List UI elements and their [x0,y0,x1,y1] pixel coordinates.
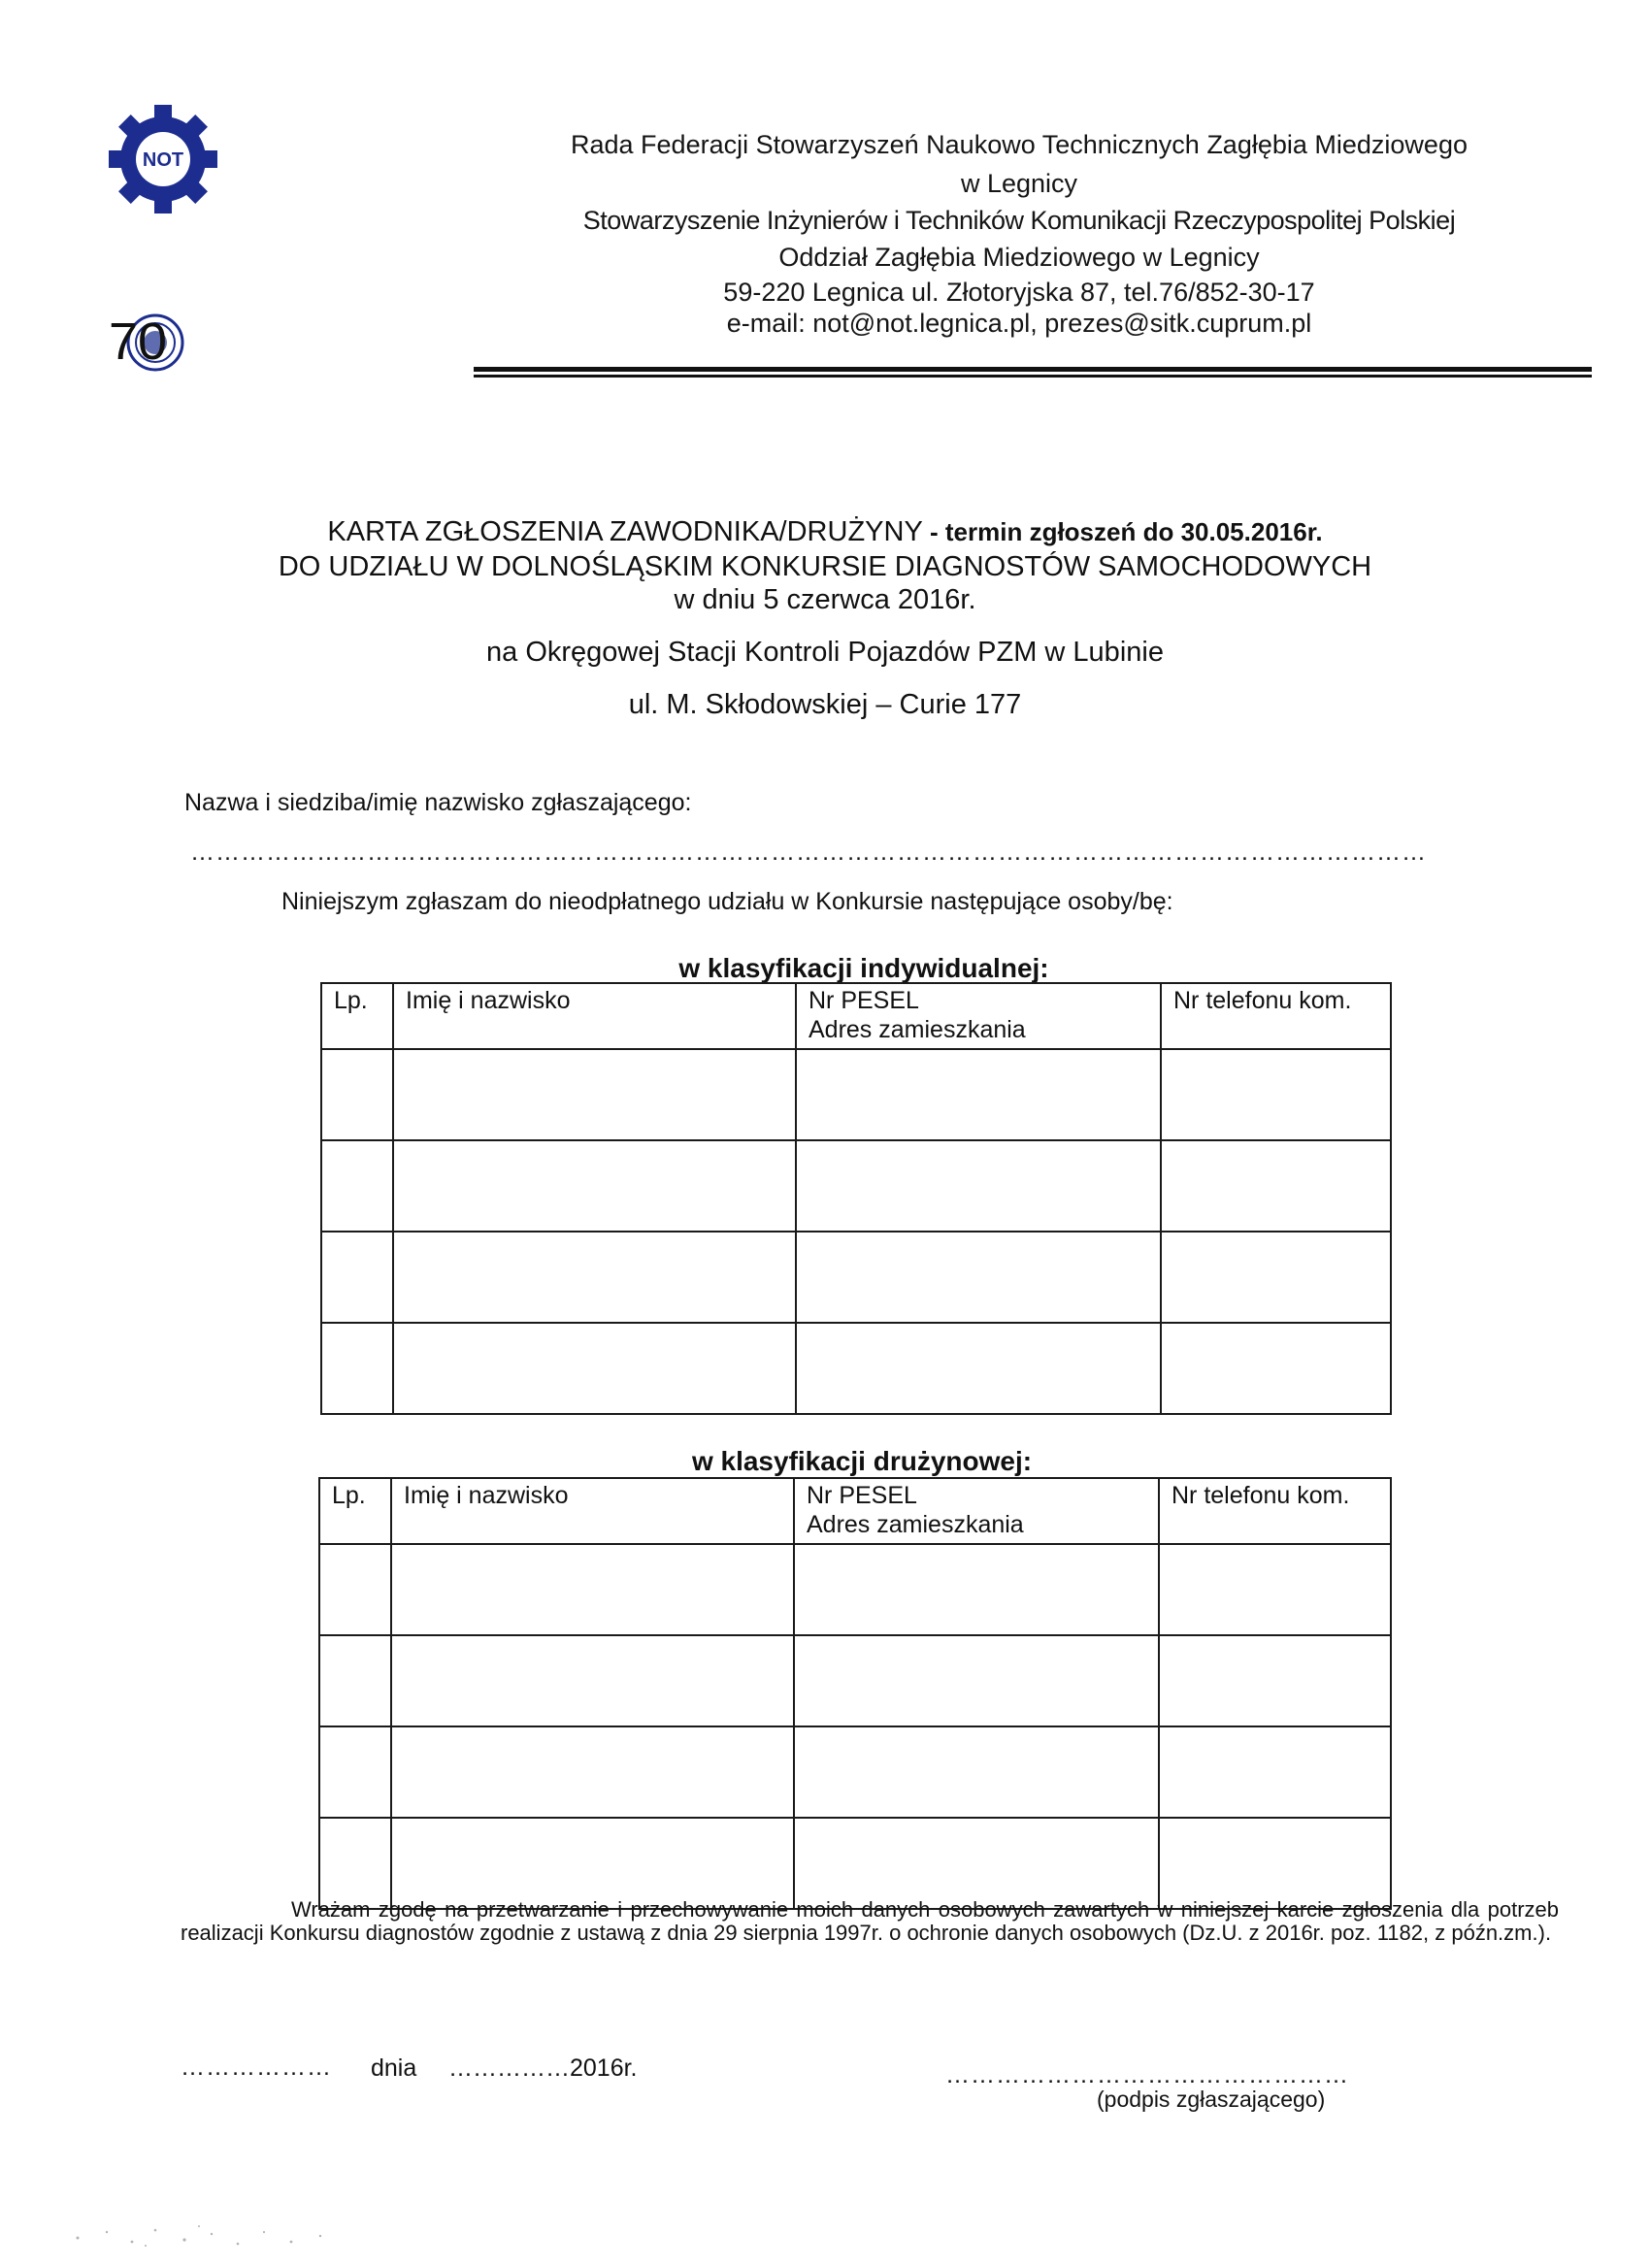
anniversary-70-logo [105,299,192,386]
table-row [321,1323,1391,1414]
header-rule-thin [474,375,1592,378]
cell-lp[interactable] [321,1140,393,1232]
col-phone-header: Nr telefonu kom. [1161,983,1391,1049]
cell-pesel-address[interactable] [794,1818,1159,1909]
date-fill-line[interactable]: ……………2016r. [448,2054,638,2082]
cell-pesel-address[interactable] [796,1232,1161,1323]
applicant-label: Nazwa i siedziba/imię nazwisko zgłaszającego: [184,789,692,816]
individual-table [320,982,1392,1415]
team-table [318,1477,1392,1910]
declaration-text: Niniejszym zgłaszam do nieodpłatnego udziału w Konkursie następujące osoby/bę: [281,888,1173,915]
col-pesel-label: Nr PESEL [808,987,919,1014]
col-name-header: Imię i nazwisko [391,1478,794,1544]
form-title-deadline: - termin zgłoszeń do 30.05.2016r. [922,517,1323,546]
cell-name[interactable] [391,1544,794,1635]
team-section-title: w klasyfikacji drużynowej: [691,1446,1033,1476]
cell-lp[interactable] [319,1726,391,1818]
cell-name[interactable] [393,1140,796,1232]
cell-lp[interactable] [319,1635,391,1726]
cell-pesel-address[interactable] [794,1635,1159,1726]
header-line-1: Rada Federacji Stowarzyszeń Naukowo Technicznych Zagłębia Miedziowego [571,130,1468,159]
table-row [321,1049,1391,1140]
col-address-label: Adres zamieszkania [807,1511,1024,1538]
consent-text: Wrażam zgodę na przetwarzanie i przechowywanie moich danych osobowych zawartych w niniejszej karcie zgłoszenia dla potrzeb realizacji Konkursu diagnostów zgodnie z ustawą z dnia 29 sierpnia 1997r. o ochronie danych osobowych (Dz.U. z 2016r. poz. 1182, z późn.zm.). [181,1897,1559,1945]
signature-fill-line[interactable]: ………………………………………… [945,2061,1349,2088]
col-address-label: Adres zamieszkania [808,1016,1026,1043]
cell-name[interactable] [393,1232,796,1323]
logo-70-text: 70 [109,312,168,371]
col-pesel-header [796,983,1161,1049]
cell-name[interactable] [393,1323,796,1414]
table-row [319,1544,1391,1635]
applicant-fill-line[interactable]: ………………………………………………………………………………………………………………………………… [190,838,1427,866]
cell-lp[interactable] [321,1232,393,1323]
scan-speckle-decoration [39,2203,369,2252]
col-name-header: Imię i nazwisko [393,983,796,1049]
cell-name[interactable] [393,1049,796,1140]
cell-name[interactable] [391,1726,794,1818]
cell-pesel-address[interactable] [796,1323,1161,1414]
header-line-5: 59-220 Legnica ul. Złotoryjska 87, tel.76/852-30-17 [723,278,1315,307]
cell-pesel-address[interactable] [796,1049,1161,1140]
cell-pesel-address[interactable] [796,1140,1161,1232]
table-row [319,1818,1391,1909]
cell-phone[interactable] [1161,1049,1391,1140]
header-line-6: e-mail: not@not.legnica.pl, prezes@sitk.cuprum.pl [726,309,1312,338]
cell-phone[interactable] [1161,1232,1391,1323]
col-pesel-label: Nr PESEL [807,1482,917,1509]
form-title-line-5: ul. M. Skłodowskiej – Curie 177 [628,689,1022,720]
col-lp-header: Lp. [319,1478,391,1544]
not-logo [109,105,217,214]
individual-section-title: w klasyfikacji indywidualnej: [678,953,1049,983]
cell-phone[interactable] [1159,1818,1391,1909]
form-title-line-1 [194,516,1456,547]
cell-phone[interactable] [1161,1323,1391,1414]
form-title-line-2: DO UDZIAŁU W DOLNOŚLĄSKIM KONKURSIE DIAGNOSTÓW SAMOCHODOWYCH [278,551,1372,582]
signature-caption: (podpis zgłaszającego) [1097,2087,1326,2112]
form-title-line-3: w dniu 5 czerwca 2016r. [674,584,976,615]
date-label: dnia [371,2054,417,2082]
col-pesel-header [794,1478,1159,1544]
cell-pesel-address[interactable] [794,1544,1159,1635]
cell-lp[interactable] [321,1323,393,1414]
header-line-4: Oddział Zagłębia Miedziowego w Legnicy [778,243,1260,272]
header-rule-thick [474,367,1592,372]
cell-phone[interactable] [1161,1140,1391,1232]
place-fill-line[interactable]: ……………… [181,2054,332,2081]
cell-phone[interactable] [1159,1544,1391,1635]
header-line-2: w Legnicy [960,169,1078,198]
cell-pesel-address[interactable] [794,1726,1159,1818]
logo-not-text: NOT [142,149,184,171]
col-phone-header: Nr telefonu kom. [1159,1478,1391,1544]
table-row [319,1726,1391,1818]
header-line-3: Stowarzyszenie Inżynierów i Techników Komunikacji Rzeczypospolitej Polskiej [582,206,1456,235]
table-header-row [319,1478,1391,1544]
cell-phone[interactable] [1159,1635,1391,1726]
table-header-row [321,983,1391,1049]
table-row [321,1232,1391,1323]
cell-name[interactable] [391,1635,794,1726]
cell-lp[interactable] [319,1544,391,1635]
cell-lp[interactable] [321,1049,393,1140]
col-lp-header: Lp. [321,983,393,1049]
form-title-line-4: na Okręgowej Stacji Kontroli Pojazdów PZM w Lubinie [486,637,1164,668]
cell-name[interactable] [391,1818,794,1909]
table-row [319,1635,1391,1726]
cell-lp[interactable] [319,1818,391,1909]
form-title-main: KARTA ZGŁOSZENIA ZAWODNIKA/DRUŻYNY [327,516,923,547]
cell-phone[interactable] [1159,1726,1391,1818]
table-row [321,1140,1391,1232]
